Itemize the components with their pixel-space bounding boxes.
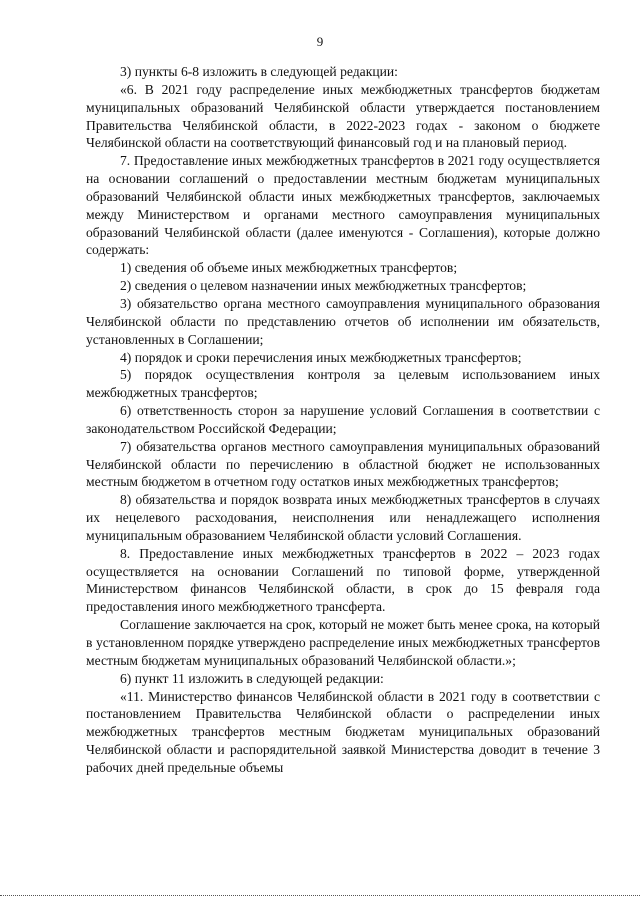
paragraph: 7) обязательства органов местного самоуправления муниципальных образований Челябинской области по перечислению в областной бюджет не использованных местным бюджетом в отчетном году остатков иных межбюджетных трансфертов;: [86, 438, 600, 490]
paragraph: 6) пункт 11 изложить в следующей редакции:: [120, 670, 384, 686]
paragraph: «11. Министерство финансов Челябинской области в 2021 году в соответствии с постановлением Правительства Челябинской области о распределении иных межбюджетных трансфертов местным бюджетам муниципальных образований Челябинской области и распорядительной заявкой Министерства доводит в течение 3 рабочих дней предельные объемы: [86, 688, 600, 775]
paragraph: «6. В 2021 году распределение иных межбюджетных трансфертов бюджетам муниципальных образований Челябинской области утверждается постановлением Правительства Челябинской области, в 2022-2023 годах - законом о бюджете Челябинской области на соответствующий финансовый год и на плановый период.: [86, 81, 600, 151]
paragraph: 7. Предоставление иных межбюджетных трансфертов в 2021 году осуществляется на основании соглашений о предоставлении местным бюджетам муниципальных образований Челябинской области иных межбюджетных трансфертов, заключаемых между Министерством и органами местного самоуправления муниципальных образований Челябинской области (далее именуются - Соглашения), которые должно содержать:: [86, 153, 600, 258]
document-body: [86, 63, 600, 777]
paragraph: 3) обязательство органа местного самоуправления муниципального образования Челябинской области по представлению отчетов об исполнении им обязательств, установленных в Соглашении;: [86, 295, 600, 347]
paragraph: 4) порядок и сроки перечисления иных межбюджетных трансфертов;: [120, 349, 522, 365]
page-number: 9: [316, 34, 324, 49]
paragraph: 8) обязательства и порядок возврата иных межбюджетных трансфертов в случаях их нецелевого расходования, неисполнения или ненадлежащего исполнения муниципальным образованием Челябинской области условий Соглашения.: [86, 492, 600, 543]
paragraph: Соглашение заключается на срок, который не может быть менее срока, на который в установленном порядке утверждено распределение иных межбюджетных трансфертов местным бюджетам муниципальных образований Челябинской области.»;: [86, 617, 600, 668]
paragraph: 6) ответственность сторон за нарушение условий Соглашения в соответствии с законодательством Российской Федерации;: [86, 403, 600, 436]
paragraph: 5) порядок осуществления контроля за целевым использованием иных межбюджетных трансфертов;: [86, 367, 600, 401]
paragraph: 1) сведения об объеме иных межбюджетных трансфертов;: [120, 260, 458, 276]
paragraph: 8. Предоставление иных межбюджетных трансфертов в 2022 – 2023 годах осуществляется на основании Соглашений по типовой форме, утвержденной Министерством финансов Челябинской области, в срок до 15 февраля года предоставления иного межбюджетного трансферта.: [86, 545, 600, 615]
page-bottom-rule: [0, 895, 640, 896]
paragraph: 2) сведения о целевом назначении иных межбюджетных трансфертов;: [120, 278, 527, 294]
paragraph: 3) пункты 6-8 изложить в следующей редакции:: [120, 64, 398, 79]
